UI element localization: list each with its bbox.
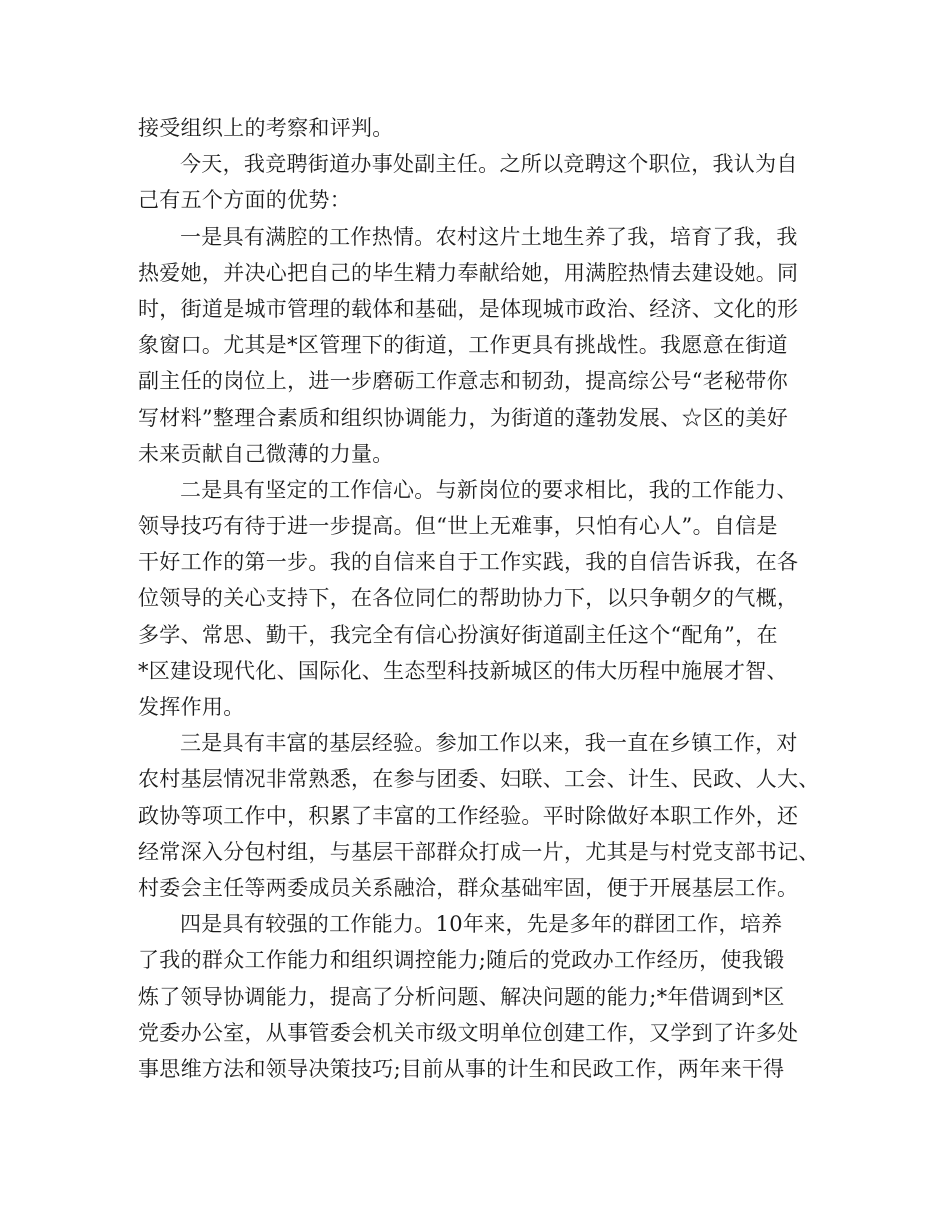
text-line: 了我的群众工作能力和组织调控能力;随后的党政办工作经历，使我锻 <box>138 948 785 973</box>
text-line: 时，街道是城市管理的载体和基础，是体现城市政治、经济、文化的形 <box>138 296 799 321</box>
text-line: 政协等项工作中，积累了丰富的工作经验。平时除做好本职工作外，还 <box>138 803 799 828</box>
paragraph-start-line: 四是具有较强的工作能力。10年来，先是多年的群团工作，培养 <box>180 912 783 937</box>
text-line: 写材料”整理合素质和组织协调能力，为街道的蓬勃发展、☆区的美好 <box>138 405 789 430</box>
paragraph-start-line: 一是具有满腔的工作热情。农村这片土地生养了我，培育了我，我 <box>180 224 798 249</box>
text-line: *区建设现代化、国际化、生态型科技新城区的伟大历程中施展才智、 <box>138 658 788 683</box>
text-line: 领导技巧有待于进一步提高。但“世上无难事，只怕有心人”。自信是 <box>138 514 778 539</box>
text-line: 村委会主任等两委成员关系融洽，群众基础牢固，便于开展基层工作。 <box>138 875 799 900</box>
text-line: 农村基层情况非常熟悉，在参与团委、妇联、工会、计生、民政、人大、 <box>138 767 820 792</box>
text-line: 未来贡献自己微薄的力量。 <box>138 441 394 466</box>
text-line: 己有五个方面的优势： <box>138 188 351 213</box>
text-line: 干好工作的第一步。我的自信来自于工作实践，我的自信告诉我，在各 <box>138 550 799 575</box>
text-line: 热爱她，并决心把自己的毕生精力奉献给她，用满腔热情去建设她。同 <box>138 260 799 285</box>
paragraph-start-line: 今天，我竞聘街道办事处副主任。之所以竞聘这个职位，我认为自 <box>180 152 798 177</box>
text-line: 象窗口。尤其是*区管理下的街道，工作更具有挑战性。我愿意在街道 <box>138 333 788 358</box>
text-line: 副主任的岗位上，进一步磨砺工作意志和韧劲，提高综公号“老秘带你 <box>138 369 789 394</box>
text-line: 发挥作用。 <box>138 695 245 719</box>
document-body <box>138 110 820 1087</box>
text-line: 党委办公室，从事管委会机关市级文明单位创建工作，又学到了许多处 <box>138 1020 799 1045</box>
paragraph-start-line: 二是具有坚定的工作信心。与新岗位的要求相比，我的工作能力、 <box>180 477 798 502</box>
text-line: 经常深入分包村组，与基层干部群众打成一片，尤其是与村党支部书记、 <box>138 839 820 864</box>
text-line: 接受组织上的考察和评判。 <box>138 116 394 140</box>
paragraph-start-line: 三是具有丰富的基层经验。参加工作以来，我一直在乡镇工作，对 <box>180 731 798 756</box>
text-line: 位领导的关心支持下，在各位同仁的帮助协力下，以只争朝夕的气概， <box>138 586 799 611</box>
text-line: 多学、常思、勤干，我完全有信心扮演好街道副主任这个“配角”，在 <box>138 622 778 647</box>
text-line: 事思维方法和领导决策技巧;目前从事的计生和民政工作，两年来干得 <box>138 1056 785 1081</box>
text-line: 炼了领导协调能力，提高了分析问题、解决问题的能力;*年借调到*区 <box>138 984 785 1009</box>
